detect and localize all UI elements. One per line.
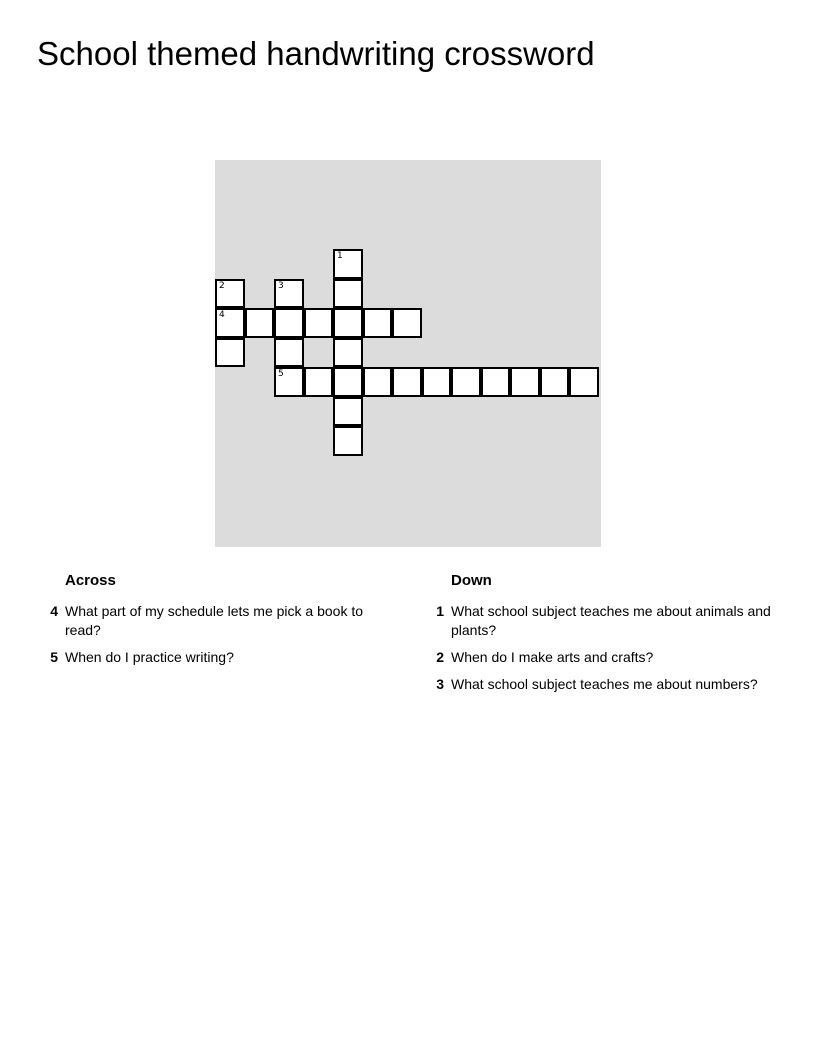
grid-cell[interactable] (245, 308, 275, 338)
grid-cell[interactable] (333, 279, 363, 309)
grid-cell[interactable] (304, 308, 334, 338)
grid-cell[interactable] (215, 338, 245, 368)
grid-cell[interactable] (215, 279, 245, 309)
grid-cell[interactable] (510, 367, 540, 397)
cell-number: 4 (219, 310, 225, 320)
clue-item (45, 602, 390, 640)
clue-text: When do I make arts and crafts? (451, 649, 654, 665)
grid-cell[interactable] (451, 367, 481, 397)
clue-number: 3 (436, 676, 444, 692)
grid-cell[interactable] (304, 367, 334, 397)
grid-cell[interactable] (333, 426, 363, 456)
crossword-grid (215, 160, 601, 547)
grid-cell[interactable] (274, 367, 304, 397)
grid-cell[interactable] (422, 367, 452, 397)
clue-item (45, 648, 390, 667)
page-title: School themed handwriting crossword (37, 35, 595, 72)
cell-number: 1 (337, 251, 343, 261)
grid-cell[interactable] (274, 279, 304, 309)
cell-number: 2 (219, 280, 225, 291)
grid-cell[interactable] (392, 367, 422, 397)
grid-cell[interactable] (540, 367, 570, 397)
grid-cell[interactable] (215, 308, 245, 338)
clue-text: What school subject teaches me about numbers? (451, 676, 758, 692)
grid-cell[interactable] (569, 367, 599, 397)
clue-number: 1 (436, 603, 444, 619)
grid-cell[interactable] (363, 367, 393, 397)
clue-number: 4 (50, 603, 58, 619)
grid-cell[interactable] (274, 308, 304, 338)
clue-text: When do I practice writing? (65, 649, 234, 665)
grid-cell[interactable] (333, 367, 363, 397)
clue-number: 5 (50, 649, 58, 665)
clue-text: What part of my schedule lets me pick a book to read? (65, 603, 364, 638)
clue-text: What school subject teaches me about animals and plants? (451, 603, 771, 638)
across-clues (45, 572, 390, 675)
grid-cell[interactable] (363, 308, 393, 338)
grid-cell[interactable] (333, 308, 363, 338)
grid-cell[interactable] (481, 367, 511, 397)
grid-cell[interactable] (333, 249, 363, 279)
cell-number: 3 (278, 280, 284, 291)
down-clues (431, 572, 776, 702)
grid-cell[interactable] (392, 308, 422, 338)
cell-number: 5 (278, 369, 284, 379)
grid-cell[interactable] (333, 397, 363, 427)
clue-item (431, 602, 776, 640)
clue-number: 2 (436, 649, 444, 665)
grid-cell[interactable] (274, 338, 304, 368)
clue-item (431, 648, 776, 667)
down-heading: Down (451, 572, 492, 589)
clue-item (431, 675, 776, 694)
across-heading: Across (65, 572, 116, 589)
grid-cell[interactable] (333, 338, 363, 368)
